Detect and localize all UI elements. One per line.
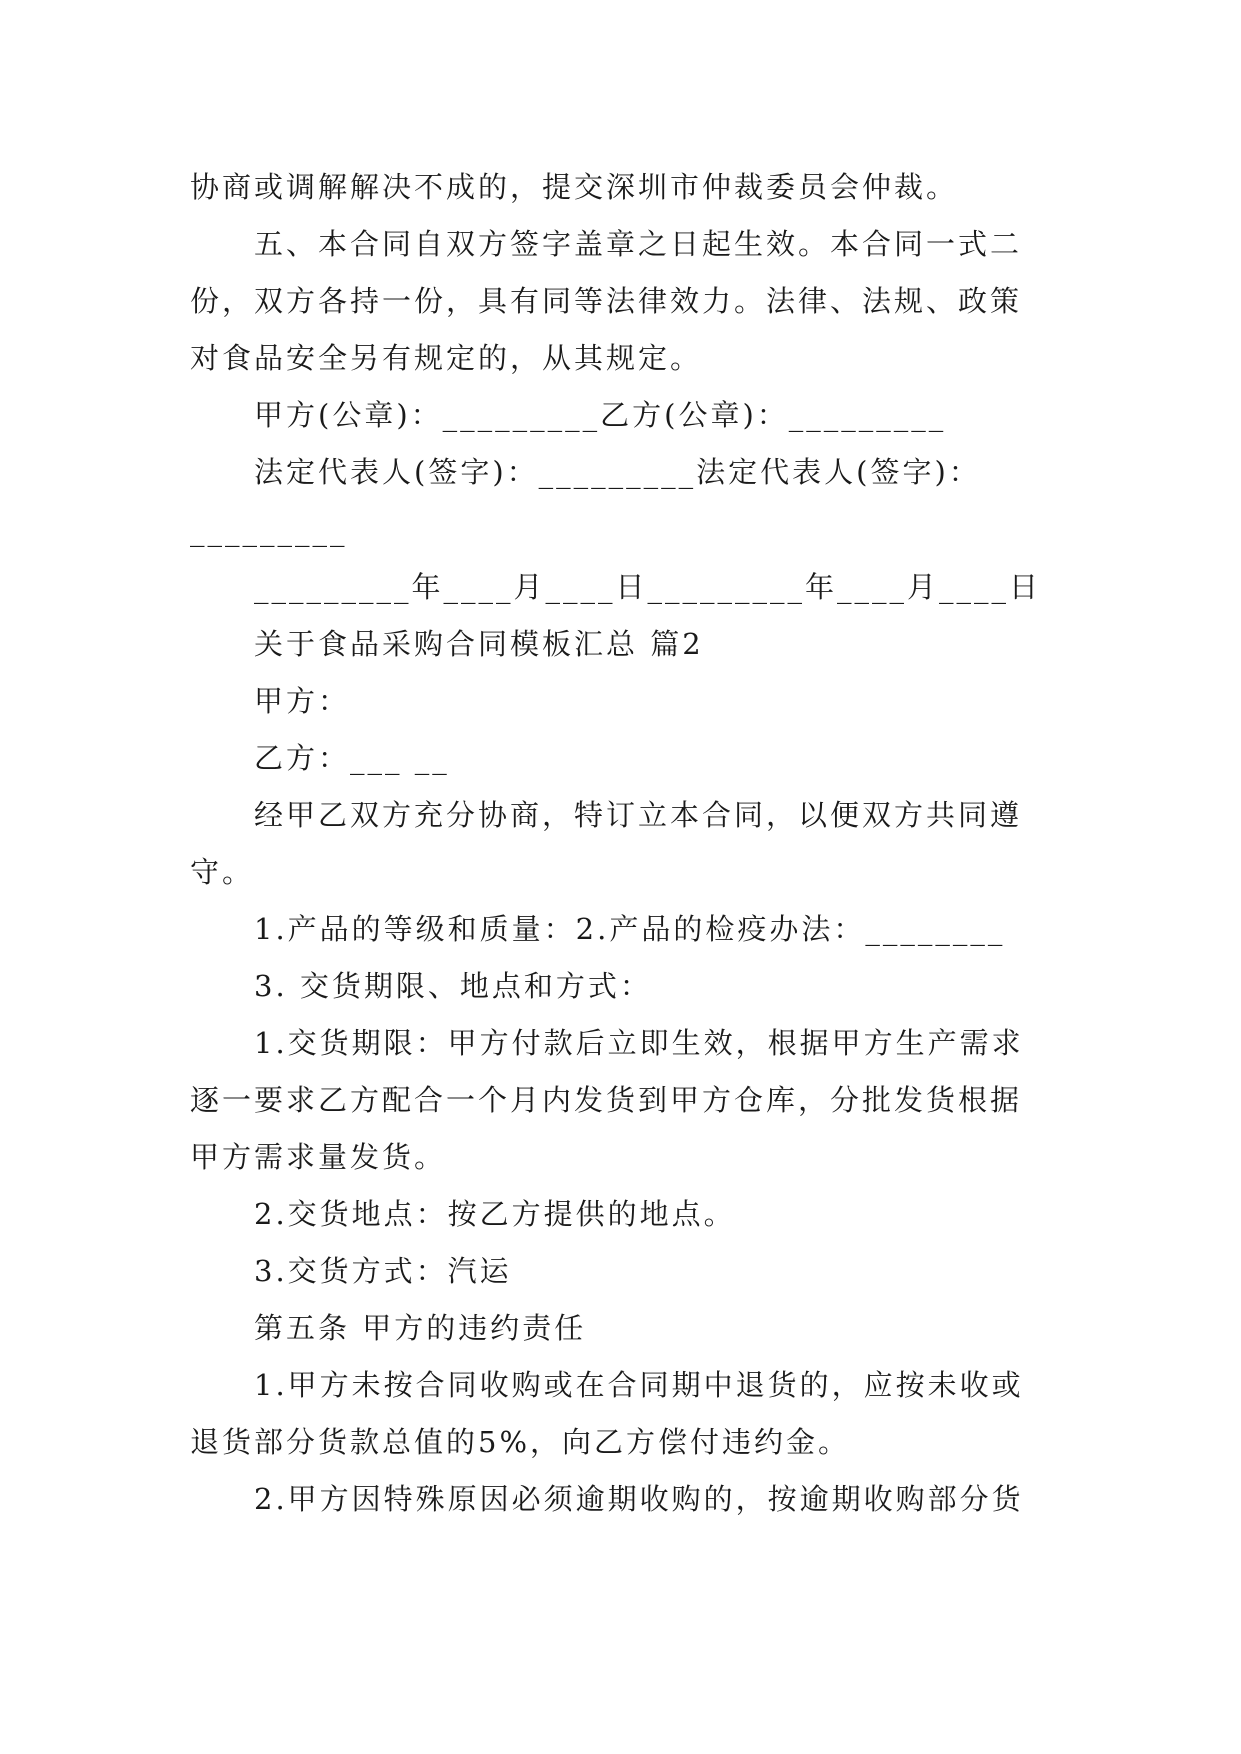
clause-line: 1.产品的等级和质量：2.产品的检疫办法：________ (254, 912, 1006, 946)
signature-blank: _________ (190, 513, 348, 547)
clause-line: 2.甲方因特殊原因必须逾期收购的，按逾期收购部分货 (254, 1482, 1024, 1516)
clause-line: 1.甲方未按合同收购或在合同期中退货的，应按未收或 (254, 1368, 1024, 1402)
body-text-line: 对食品安全另有规定的，从其规定。 (190, 341, 703, 375)
clause-line: 2.交货地点：按乙方提供的地点。 (254, 1197, 736, 1231)
signature-line-representative: 法定代表人(签字)：_________法定代表人(签字)： (254, 455, 981, 489)
clause-line: 1.交货期限：甲方付款后立即生效，根据甲方生产需求 (254, 1026, 1024, 1060)
clause-heading: 3. 交货期限、地点和方式： (254, 969, 652, 1003)
body-text-line: 甲方需求量发货。 (190, 1140, 447, 1174)
body-text-line: 份，双方各持一份，具有同等法律效力。法律、法规、政策 (190, 284, 1023, 318)
date-line: _________年____月____日_________年____月____日 (254, 570, 1042, 604)
body-text-line: 五、本合同自双方签字盖章之日起生效。本合同一式二 (254, 227, 1023, 261)
section-heading: 关于食品采购合同模板汇总 篇2 (254, 627, 704, 661)
body-text-line: 经甲乙双方充分协商，特订立本合同，以便双方共同遵 (254, 798, 1023, 832)
body-text-line: 守。 (190, 855, 255, 889)
clause-line: 3.交货方式：汽运 (254, 1254, 512, 1288)
body-text-line: 协商或调解解决不成的，提交深圳市仲裁委员会仲裁。 (190, 170, 959, 204)
party-a-line: 甲方： (254, 684, 351, 718)
body-text-line: 逐一要求乙方配合一个月内发货到甲方仓库，分批发货根据 (190, 1083, 1023, 1117)
body-text-line: 退货部分货款总值的5%，向乙方偿付违约金。 (190, 1425, 851, 1459)
article-heading: 第五条 甲方的违约责任 (254, 1311, 587, 1345)
party-b-line: 乙方：___ __ (254, 741, 450, 775)
signature-line-seal: 甲方(公章)：_________乙方(公章)：_________ (254, 398, 947, 432)
